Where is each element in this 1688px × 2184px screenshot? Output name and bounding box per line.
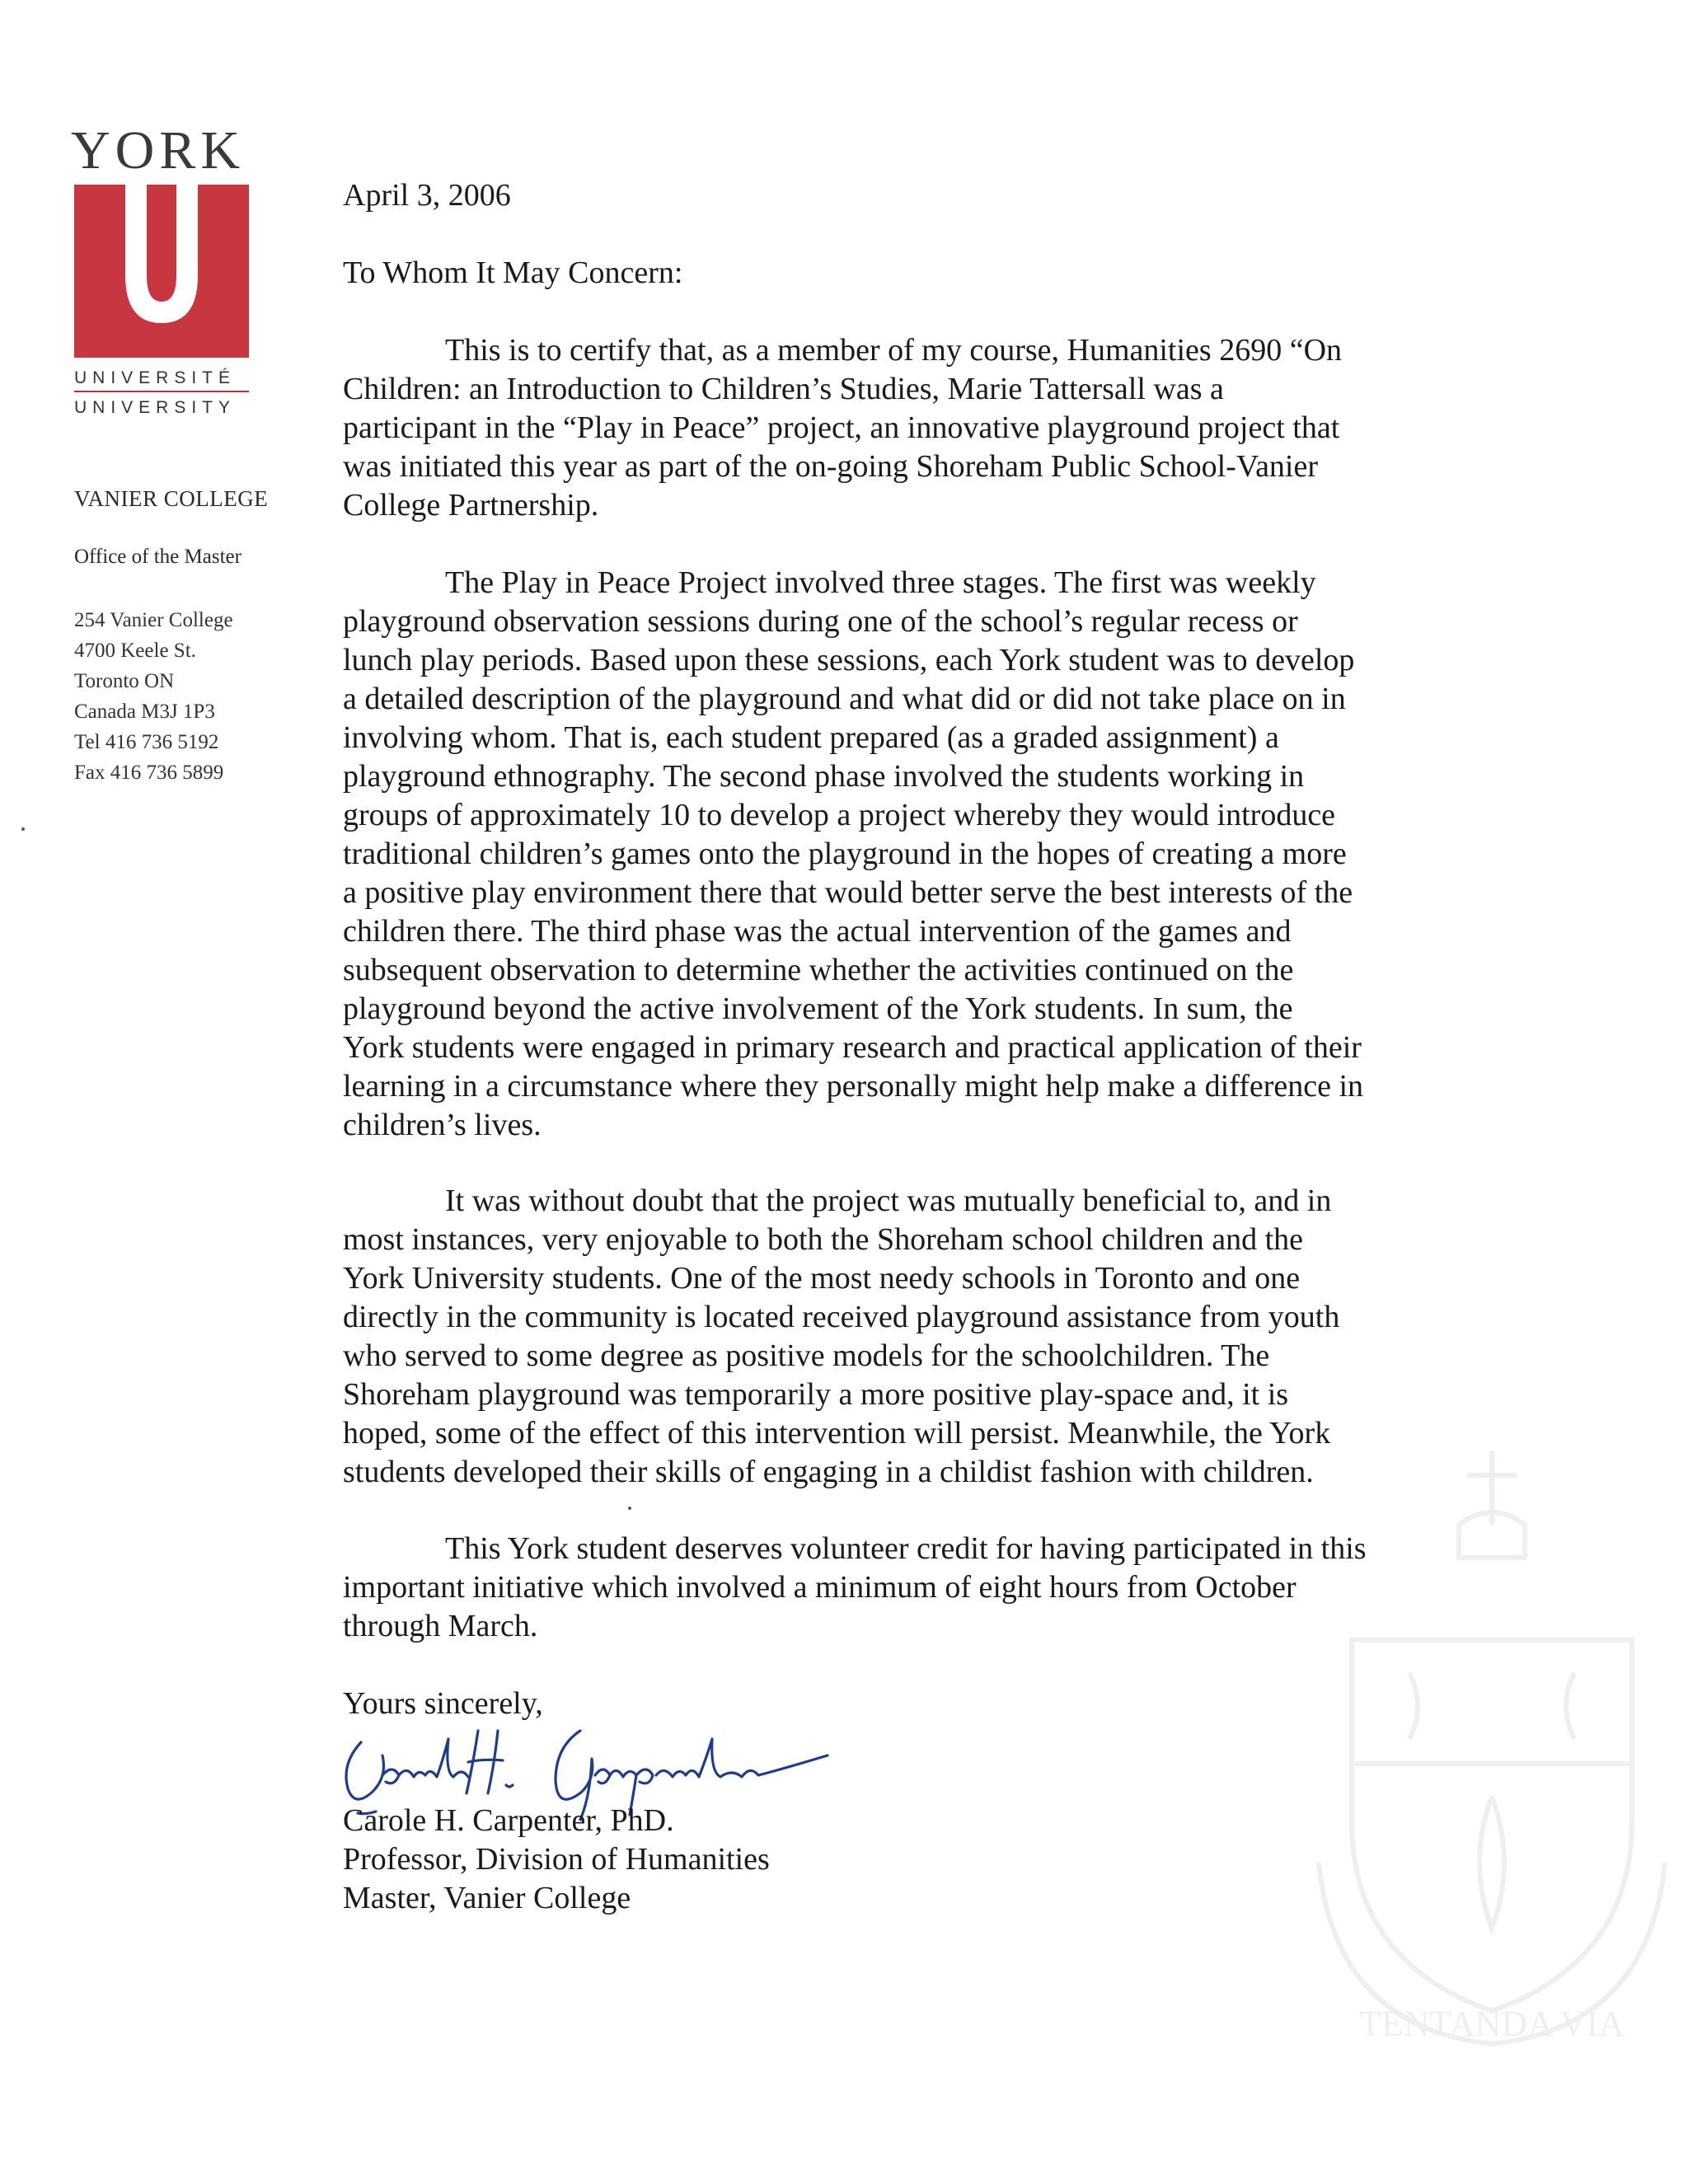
office-name: Office of the Master <box>74 546 241 568</box>
signatory-role: Master, Vanier College <box>343 1881 631 1915</box>
address-line: 4700 Keele St. <box>74 640 196 662</box>
university-crest-watermark-icon <box>1302 1434 1681 2060</box>
paragraph-line: The Play in Peace Project involved three stages. The first was weekly <box>445 565 1316 600</box>
york-u-logo-icon <box>74 185 249 358</box>
paragraph-line: York University students. One of the most needy schools in Toronto and one <box>343 1261 1301 1296</box>
paragraph-line: groups of approximately 10 to develop a project whereby they would introduce <box>343 798 1336 832</box>
letter-date: April 3, 2006 <box>343 178 511 213</box>
signatory-name: Carole H. Carpenter, PhD. <box>343 1803 674 1838</box>
paragraph-line: Shoreham playground was temporarily a more positive play-space and, it is <box>343 1377 1289 1412</box>
paragraph-line: traditional children’s games onto the playground in the hopes of creating a more <box>343 837 1347 871</box>
paragraph-line: playground ethnography. The second phase involved the students working in <box>343 759 1305 794</box>
paragraph-line: most instances, very enjoyable to both the Shoreham school children and the <box>343 1222 1304 1257</box>
paragraph-line: College Partnership. <box>343 488 599 523</box>
paragraph-2 <box>343 564 1464 1145</box>
paragraph-line: involving whom. That is, each student prepared (as a graded assignment) a <box>343 720 1279 755</box>
crest-motto: TENTANDA VIA <box>1359 2004 1625 2044</box>
paragraph-line: a detailed description of the playground and what did or did not take place on in <box>343 682 1346 716</box>
paragraph-line: York students were engaged in primary research and practical application of their <box>343 1030 1362 1065</box>
paragraph-line: lunch play periods. Based upon these sessions, each York student was to develop <box>343 643 1355 677</box>
paragraph-line: was initiated this year as part of the on-going Shoreham Public School-Vanier <box>343 449 1319 484</box>
fax-line: Fax 416 736 5899 <box>74 762 224 784</box>
paragraph-4 <box>343 1530 1464 1646</box>
paragraph-line: who served to some degree as positive models for the schoolchildren. The <box>343 1338 1270 1373</box>
paragraph-line: important initiative which involved a minimum of eight hours from October <box>343 1570 1296 1605</box>
paragraph-line: through March. <box>343 1609 538 1643</box>
address-line: Toronto ON <box>74 670 175 692</box>
paragraph-line: students developed their skills of engaging in a childist fashion with children. <box>343 1455 1314 1489</box>
letterhead-rule <box>74 391 249 392</box>
scan-speck <box>21 827 25 831</box>
signatory-title: Professor, Division of Humanities <box>343 1842 770 1877</box>
paragraph-3 <box>343 1182 1464 1492</box>
paragraph-line: learning in a circumstance where they personally might help make a difference in <box>343 1069 1364 1104</box>
university-label-fr: UNIVERSITÉ <box>74 368 237 387</box>
signatory-block <box>343 1802 770 1918</box>
college-name: VANIER COLLEGE <box>74 486 269 511</box>
york-logo-wordmark: YORK <box>71 120 246 180</box>
paragraph-line: children’s lives. <box>343 1108 542 1142</box>
address-line: Canada M3J 1P3 <box>74 701 215 723</box>
address-line: 254 Vanier College <box>74 609 233 631</box>
address-block <box>74 605 233 788</box>
paragraph-line: hoped, some of the effect of this intervention will persist. Meanwhile, the York <box>343 1416 1331 1451</box>
closing: Yours sincerely, <box>343 1686 543 1721</box>
paragraph-line: children there. The third phase was the actual intervention of the games and <box>343 914 1292 949</box>
paragraph-line: This is to certify that, as a member of my course, Humanities 2690 “On <box>445 333 1343 368</box>
paragraph-line: a positive play environment there that would better serve the best interests of the <box>343 875 1353 910</box>
paragraph-line: It was without doubt that the project was mutually beneficial to, and in <box>445 1183 1332 1218</box>
paragraph-line: playground beyond the active involvement of the York students. In sum, the <box>343 991 1293 1026</box>
paragraph-line: participant in the “Play in Peace” project, an innovative playground project that <box>343 410 1340 445</box>
scan-speck <box>628 1507 631 1510</box>
phone-line: Tel 416 736 5192 <box>74 731 219 753</box>
salutation: To Whom It May Concern: <box>343 255 683 290</box>
paragraph-line: directly in the community is located received playground assistance from youth <box>343 1300 1340 1334</box>
paragraph-line: playground observation sessions during one of the school’s regular recess or <box>343 604 1298 639</box>
paragraph-1 <box>343 331 1464 525</box>
university-label-en: UNIVERSITY <box>74 398 237 417</box>
paragraph-line: Children: an Introduction to Children’s Studies, Marie Tattersall was a <box>343 372 1224 406</box>
paragraph-line: This York student deserves volunteer credit for having participated in this <box>445 1531 1367 1566</box>
paragraph-line: subsequent observation to determine whether the activities continued on the <box>343 953 1294 987</box>
